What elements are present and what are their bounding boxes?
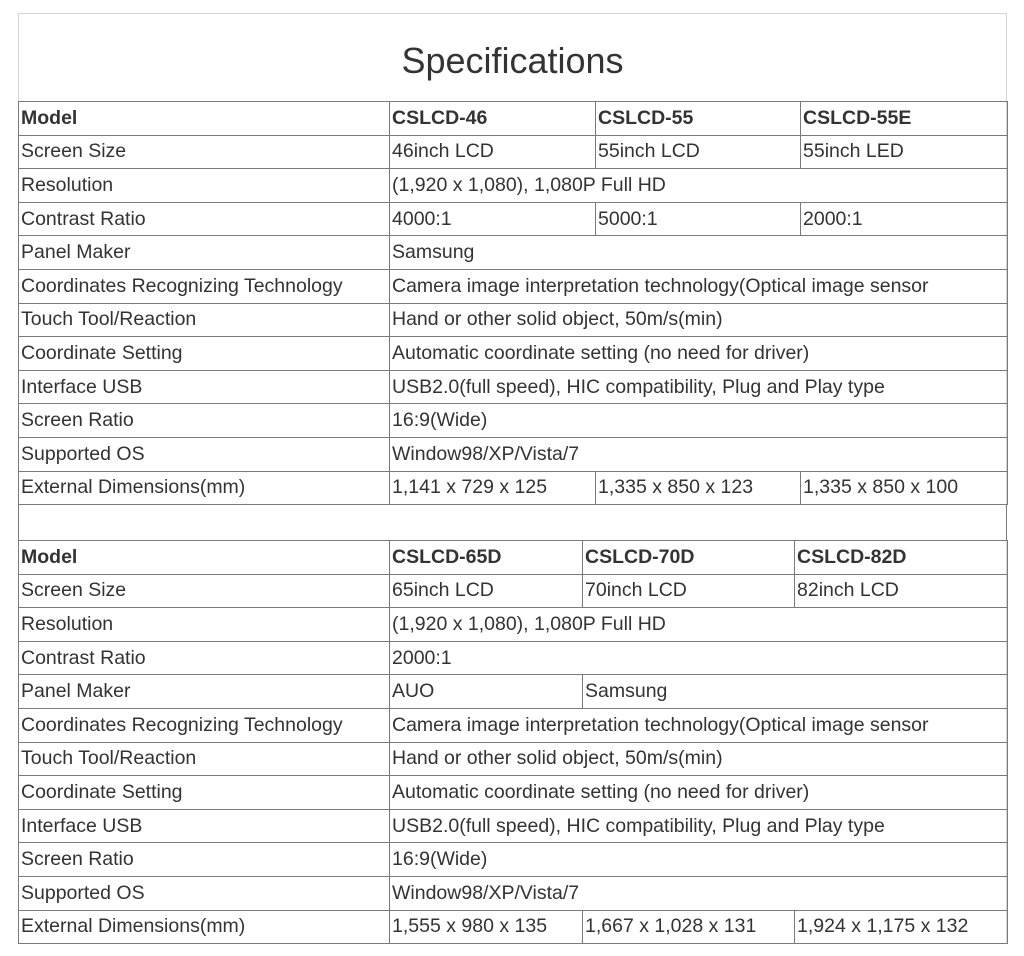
value-cell: (1,920 x 1,080), 1,080P Full HD xyxy=(390,169,1008,203)
row-label-cell: Coordinates Recognizing Technology xyxy=(19,269,390,303)
row-label-cell: Panel Maker xyxy=(19,236,390,270)
row-label-cell: Resolution xyxy=(19,169,390,203)
value-cell: Window98/XP/Vista/7 xyxy=(390,876,1008,910)
row-label-cell: Interface USB xyxy=(19,370,390,404)
row-label-cell: Resolution xyxy=(19,608,390,642)
value-cell: Camera image interpretation technology(Optical image sensor xyxy=(390,708,1008,742)
value-cell: USB2.0(full speed), HIC compatibility, Plug and Play type xyxy=(390,370,1008,404)
value-cell: 1,335 x 850 x 123 xyxy=(596,471,801,505)
table-row xyxy=(19,303,1008,337)
table-row xyxy=(19,404,1008,438)
row-label-cell: Panel Maker xyxy=(19,675,390,709)
value-cell: CSLCD-55 xyxy=(596,102,801,136)
table-spacer xyxy=(18,505,1007,540)
table-row xyxy=(19,641,1008,675)
table-row xyxy=(19,541,1008,575)
value-cell: CSLCD-65D xyxy=(390,541,583,575)
value-cell: Samsung xyxy=(390,236,1008,270)
table-row xyxy=(19,337,1008,371)
table-row xyxy=(19,675,1008,709)
row-label-cell: Screen Size xyxy=(19,135,390,169)
table-row xyxy=(19,135,1008,169)
value-cell: CSLCD-70D xyxy=(583,541,795,575)
row-label-cell: Coordinate Setting xyxy=(19,337,390,371)
table-row xyxy=(19,742,1008,776)
value-cell: 1,667 x 1,028 x 131 xyxy=(583,910,795,944)
table-row xyxy=(19,269,1008,303)
value-cell: 16:9(Wide) xyxy=(390,843,1008,877)
value-cell: AUO xyxy=(390,675,583,709)
value-cell: Automatic coordinate setting (no need for driver) xyxy=(390,776,1008,810)
value-cell: 82inch LCD xyxy=(795,574,1008,608)
value-cell: (1,920 x 1,080), 1,080P Full HD xyxy=(390,608,1008,642)
value-cell: Hand or other solid object, 50m/s(min) xyxy=(390,742,1008,776)
value-cell: 5000:1 xyxy=(596,202,801,236)
table-row xyxy=(19,437,1008,471)
value-cell: CSLCD-82D xyxy=(795,541,1008,575)
value-cell: 2000:1 xyxy=(801,202,1008,236)
row-label-cell: Touch Tool/Reaction xyxy=(19,742,390,776)
row-label-cell: Contrast Ratio xyxy=(19,641,390,675)
table-row xyxy=(19,102,1008,136)
value-cell: 4000:1 xyxy=(390,202,596,236)
table-row xyxy=(19,236,1008,270)
row-label-cell: Screen Ratio xyxy=(19,843,390,877)
table-row xyxy=(19,608,1008,642)
value-cell: 46inch LCD xyxy=(390,135,596,169)
row-label-cell: Touch Tool/Reaction xyxy=(19,303,390,337)
value-cell: Window98/XP/Vista/7 xyxy=(390,437,1008,471)
table-row xyxy=(19,843,1008,877)
value-cell: 1,555 x 980 x 135 xyxy=(390,910,583,944)
table-row xyxy=(19,910,1008,944)
value-cell: Samsung xyxy=(583,675,1008,709)
row-label-cell: Screen Size xyxy=(19,574,390,608)
table-row xyxy=(19,574,1008,608)
row-label-cell: Model xyxy=(19,102,390,136)
row-label-cell: Screen Ratio xyxy=(19,404,390,438)
value-cell: Automatic coordinate setting (no need for driver) xyxy=(390,337,1008,371)
value-cell: 55inch LCD xyxy=(596,135,801,169)
row-label-cell: Supported OS xyxy=(19,876,390,910)
value-cell: 55inch LED xyxy=(801,135,1008,169)
value-cell: 1,924 x 1,175 x 132 xyxy=(795,910,1008,944)
table-row xyxy=(19,169,1008,203)
page-title: Specifications xyxy=(401,40,624,81)
row-label-cell: Coordinate Setting xyxy=(19,776,390,810)
table-row xyxy=(19,776,1008,810)
table-row xyxy=(19,708,1008,742)
value-cell: 2000:1 xyxy=(390,641,1008,675)
value-cell: Hand or other solid object, 50m/s(min) xyxy=(390,303,1008,337)
spec-table-1 xyxy=(18,101,1008,505)
row-label-cell: Contrast Ratio xyxy=(19,202,390,236)
value-cell: CSLCD-55E xyxy=(801,102,1008,136)
value-cell: 16:9(Wide) xyxy=(390,404,1008,438)
value-cell: 70inch LCD xyxy=(583,574,795,608)
value-cell: 1,141 x 729 x 125 xyxy=(390,471,596,505)
table-row xyxy=(19,809,1008,843)
table-row xyxy=(19,471,1008,505)
row-label-cell: Coordinates Recognizing Technology xyxy=(19,708,390,742)
spec-table-2 xyxy=(18,540,1008,944)
row-label-cell: External Dimensions(mm) xyxy=(19,471,390,505)
row-label-cell: Interface USB xyxy=(19,809,390,843)
value-cell: USB2.0(full speed), HIC compatibility, Plug and Play type xyxy=(390,809,1008,843)
table-row xyxy=(19,876,1008,910)
table-row xyxy=(19,370,1008,404)
value-cell: Camera image interpretation technology(Optical image sensor xyxy=(390,269,1008,303)
value-cell: 1,335 x 850 x 100 xyxy=(801,471,1008,505)
value-cell: 65inch LCD xyxy=(390,574,583,608)
row-label-cell: Supported OS xyxy=(19,437,390,471)
table-row xyxy=(19,202,1008,236)
row-label-cell: External Dimensions(mm) xyxy=(19,910,390,944)
value-cell: CSLCD-46 xyxy=(390,102,596,136)
row-label-cell: Model xyxy=(19,541,390,575)
